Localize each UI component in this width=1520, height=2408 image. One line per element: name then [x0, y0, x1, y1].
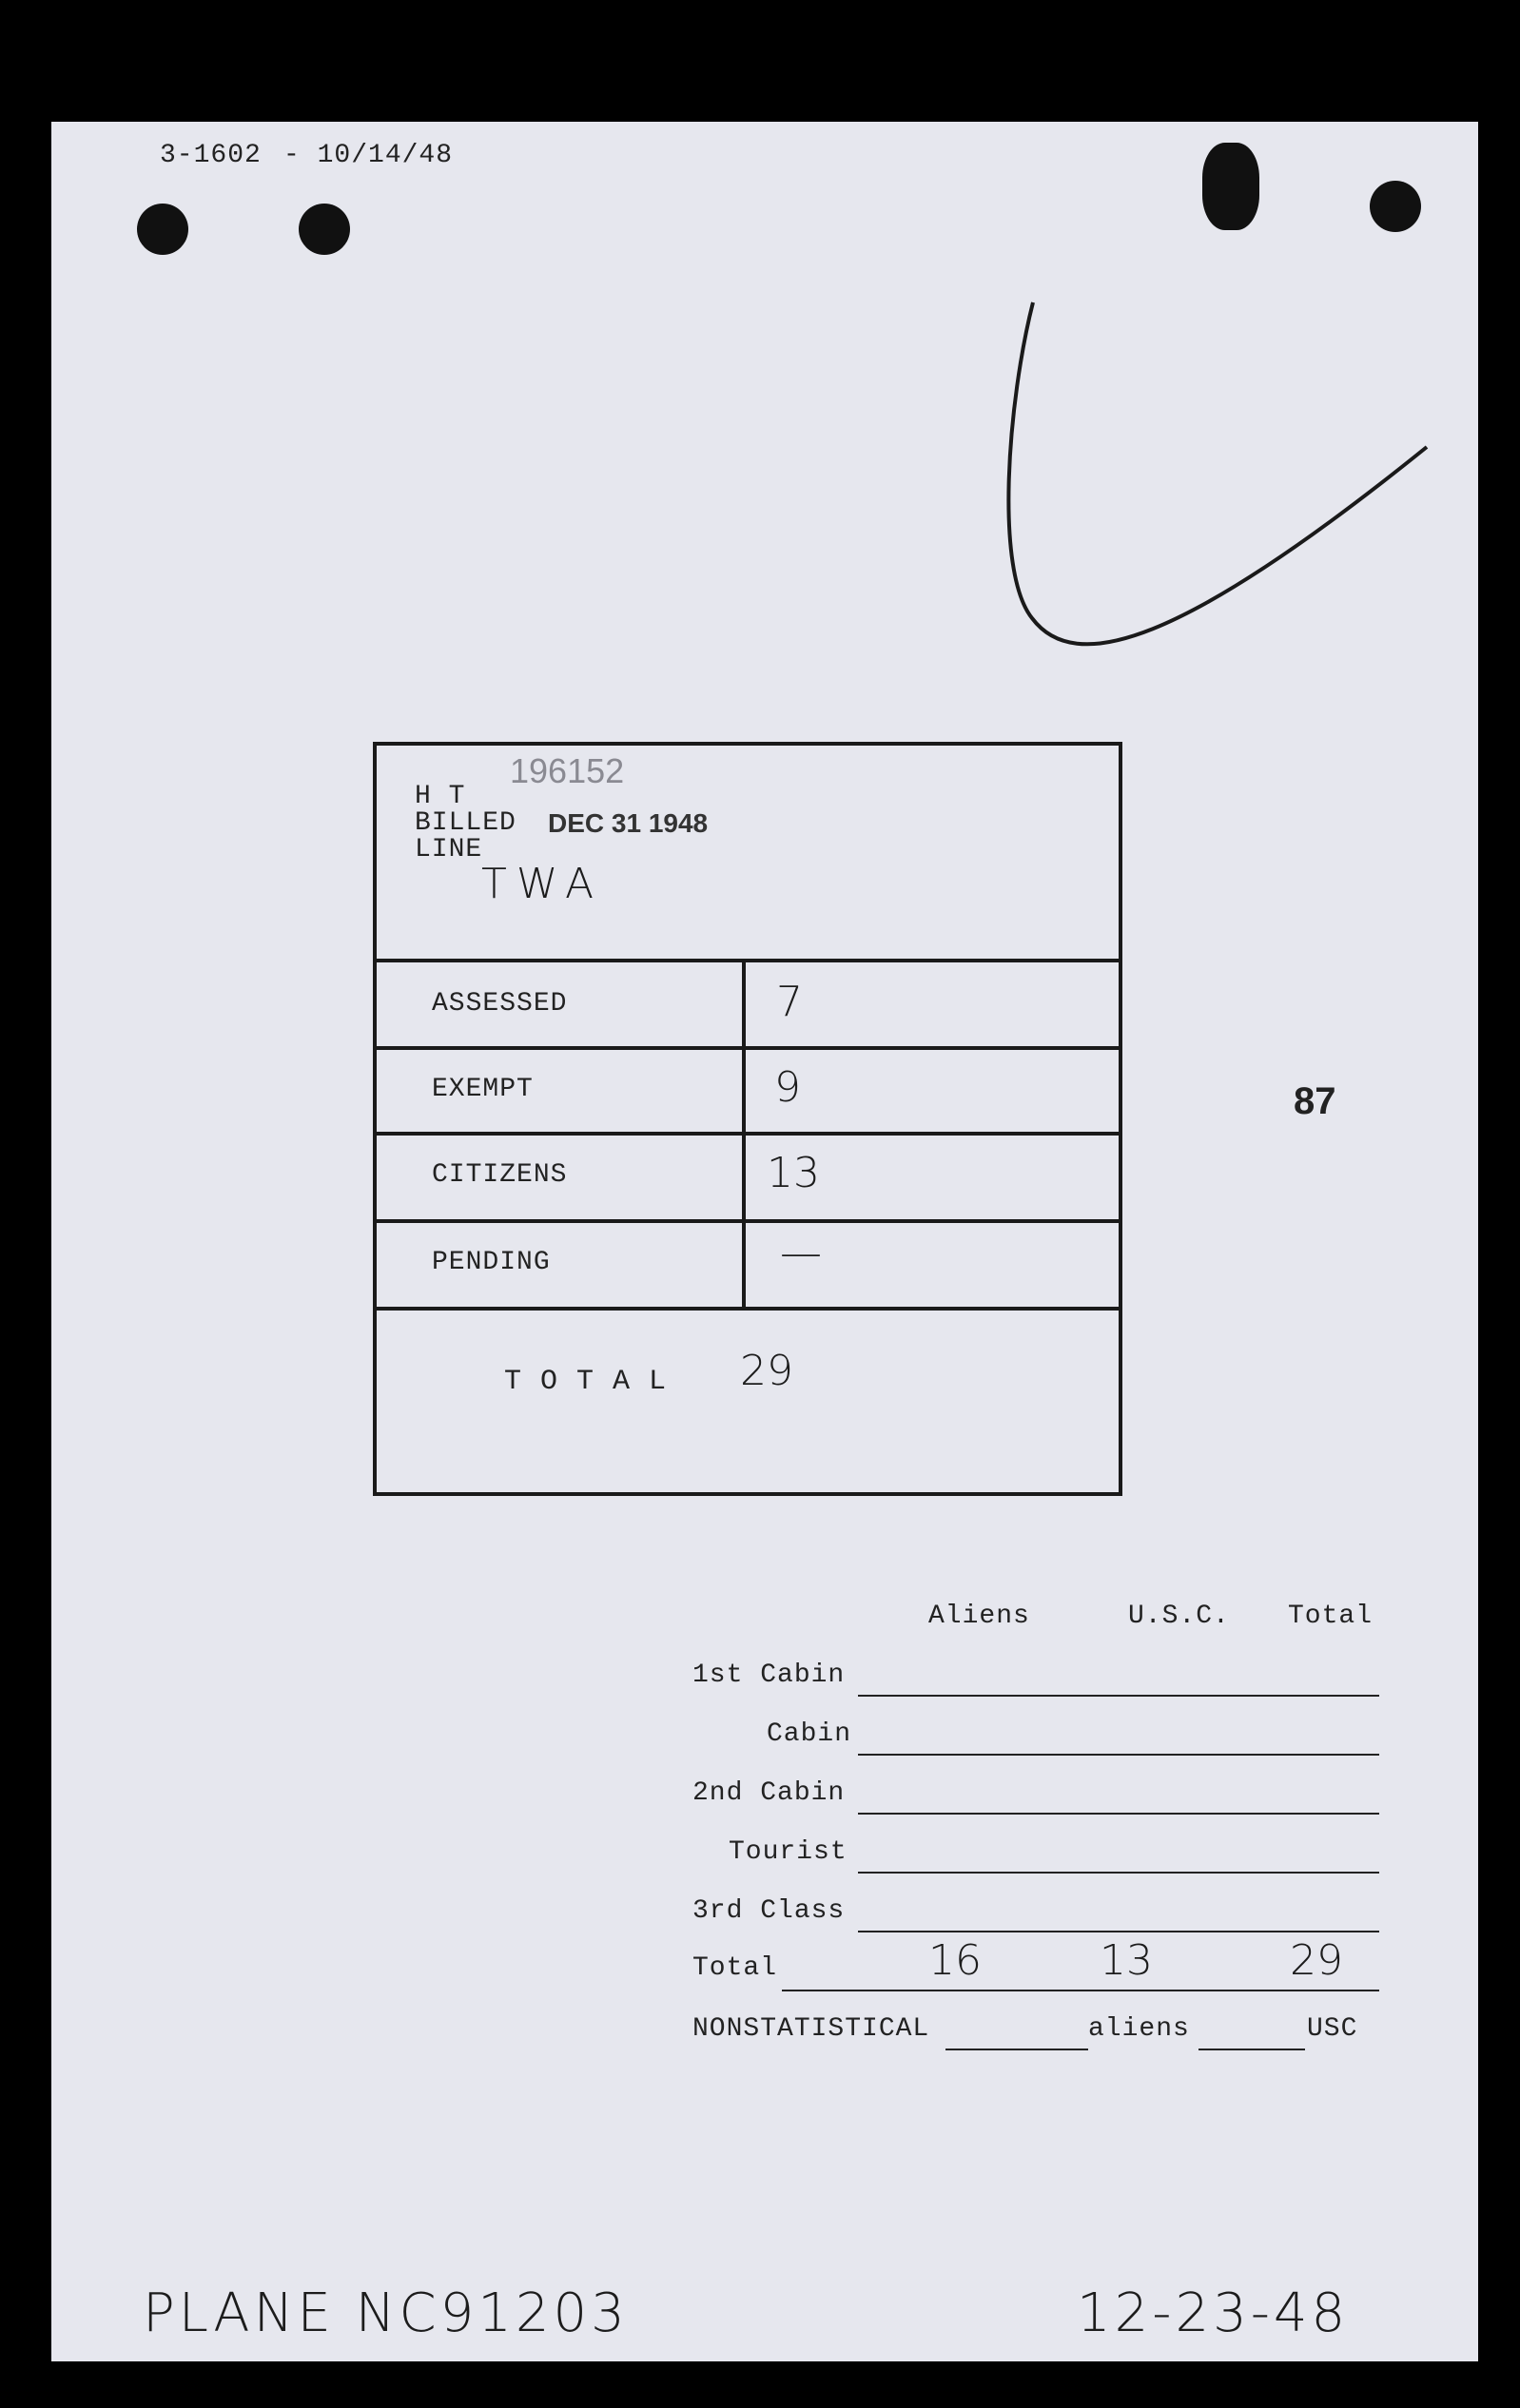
fill-line [858, 1872, 1379, 1874]
form-date: - 10/14/48 [283, 141, 454, 170]
fill-line [858, 1754, 1379, 1756]
total-total: 29 [1290, 1936, 1343, 1985]
row-1st-cabin: 1st Cabin [692, 1660, 846, 1690]
row-label-citizens: CITIZENS [432, 1160, 568, 1190]
punch-hole [1202, 143, 1259, 230]
row-cabin: Cabin [767, 1719, 852, 1749]
fill-line [858, 1813, 1379, 1815]
nonstat-usc: USC [1307, 2014, 1358, 2044]
column-divider [742, 959, 746, 1307]
total-label: T O T A L [504, 1366, 668, 1398]
stamp-serial: 196152 [510, 751, 625, 790]
total-value: 29 [740, 1347, 793, 1395]
divider [377, 1132, 1119, 1136]
row-label-exempt: EXEMPT [432, 1075, 534, 1104]
row-value-exempt: 9 [774, 1063, 801, 1112]
fill-line [858, 1931, 1379, 1932]
header-usc: U.S.C. [1128, 1602, 1230, 1631]
fill-line [1198, 2049, 1305, 2050]
handwritten-date: 12-23-48 [1077, 2282, 1350, 2344]
row-value-citizens: 13 [767, 1149, 820, 1197]
ht-label: H T [415, 782, 466, 811]
billed-label: BILLED [415, 808, 516, 838]
plane-id: PLANE NC91203 [143, 2282, 629, 2344]
fill-line [945, 2049, 1088, 2050]
stamp-box [373, 742, 1122, 1496]
row-label-assessed: ASSESSED [432, 989, 568, 1019]
check-mark [989, 285, 1446, 666]
total-usc: 13 [1100, 1936, 1153, 1985]
row-2nd-cabin: 2nd Cabin [692, 1778, 846, 1808]
row-label-pending: PENDING [432, 1248, 551, 1277]
fill-line [858, 1695, 1379, 1697]
punch-hole [299, 204, 350, 255]
divider [377, 1046, 1119, 1050]
punch-hole [137, 204, 188, 255]
divider [377, 1219, 1119, 1223]
row-3rd-class: 3rd Class [692, 1896, 846, 1926]
row-value-pending: — [780, 1229, 822, 1277]
form-number: 3-1602 [160, 141, 262, 170]
fill-line [782, 1990, 1379, 1991]
divider [377, 1307, 1119, 1311]
header-total: Total [1288, 1602, 1374, 1631]
header-aliens: Aliens [928, 1602, 1030, 1631]
side-number: 87 [1294, 1080, 1336, 1122]
row-value-assessed: 7 [776, 978, 803, 1026]
row-total: Total [692, 1953, 778, 1983]
total-aliens: 16 [928, 1936, 982, 1985]
row-tourist: Tourist [729, 1837, 848, 1867]
line-label: LINE [415, 835, 483, 864]
nonstat-label: NONSTATISTICAL [692, 2014, 930, 2044]
punch-hole [1370, 181, 1421, 232]
line-value: TWA [481, 860, 604, 908]
billed-date: DEC 31 1948 [548, 808, 709, 838]
divider [377, 959, 1119, 962]
nonstat-aliens: aliens [1088, 2014, 1190, 2044]
